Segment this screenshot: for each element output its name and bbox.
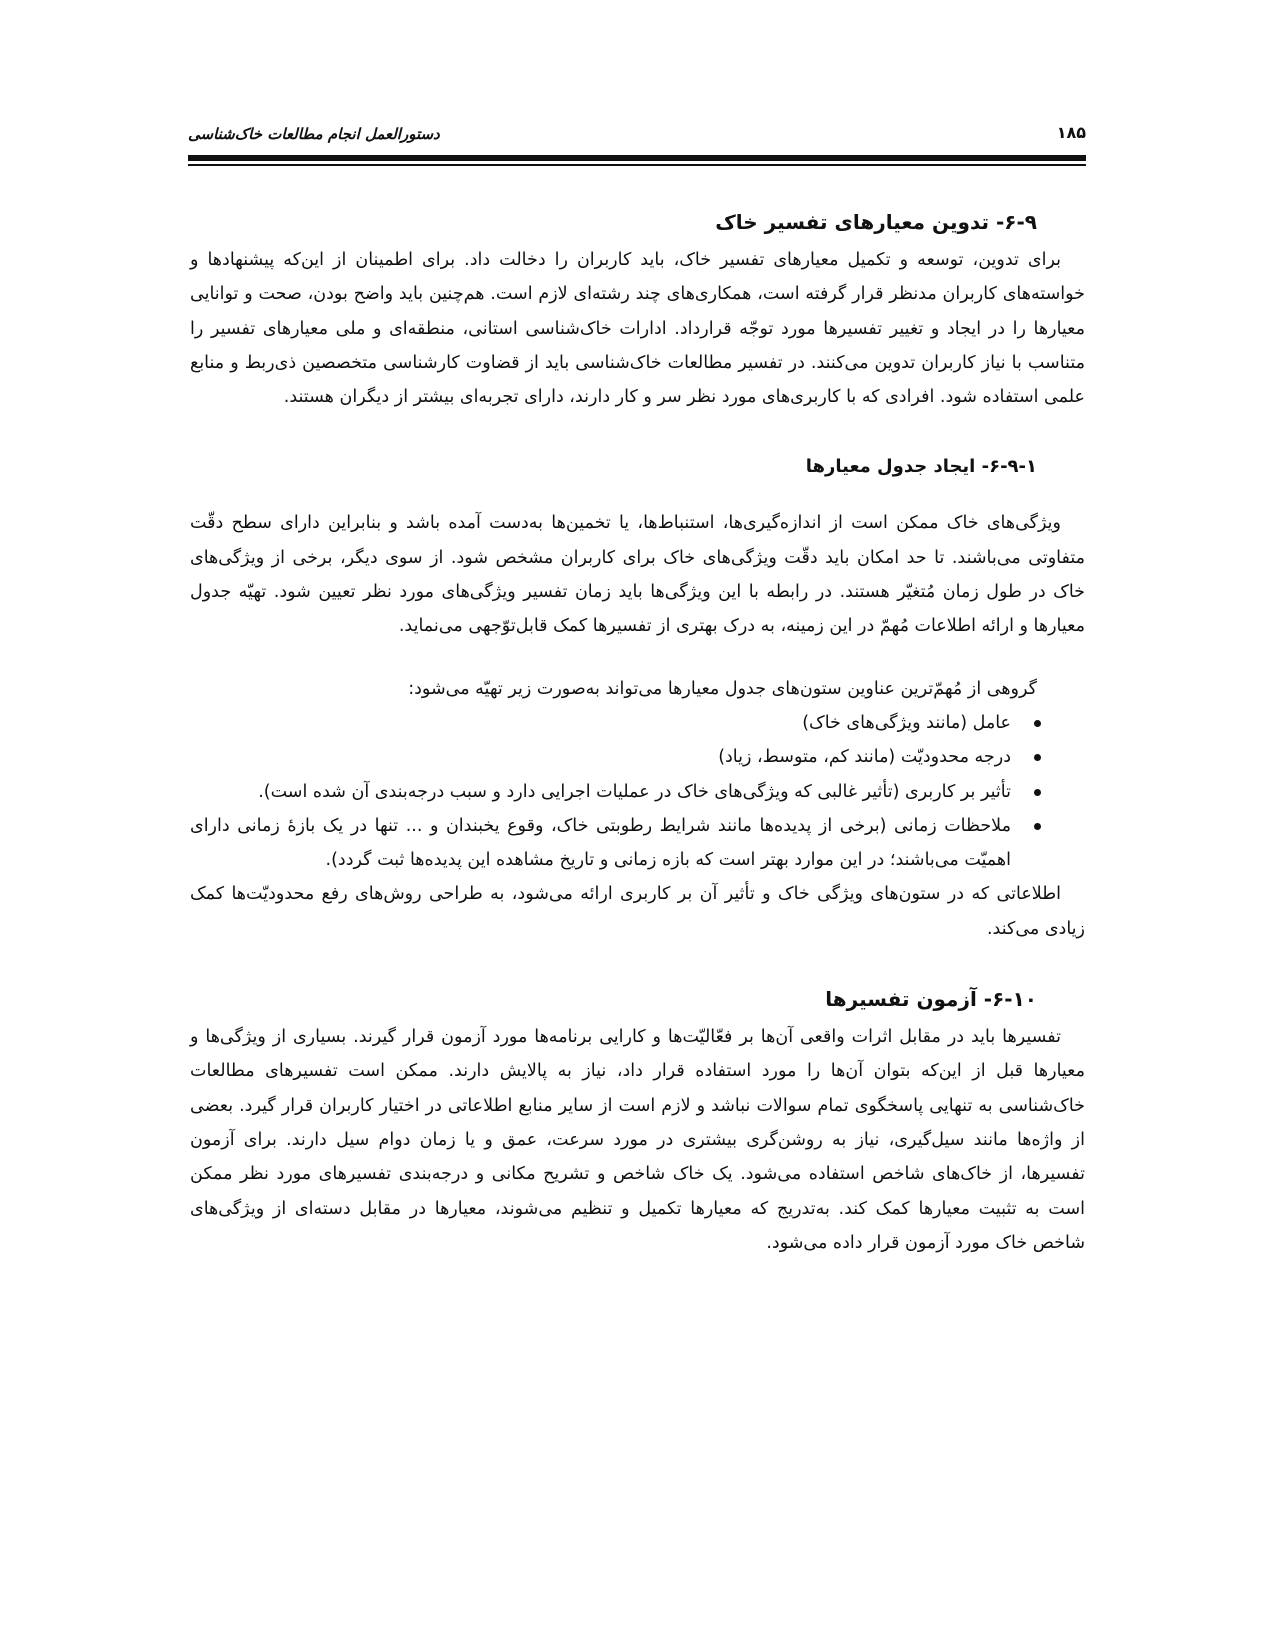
section-6-9-1-closing: اطلاعاتی که در ستون‌های ویژگی خاک و تأثیر آن بر کاربری ارائه می‌شود، به طراحی روش‌های رفع محدودیّت‌ها کمک زیادی می‌کند. <box>190 884 1085 939</box>
section-heading-6-10: ۶-۱۰- آزمون تفسیرها <box>825 987 1037 1012</box>
section-heading-6-9: ۶-۹- تدوین معیارهای تفسیر خاک <box>715 210 1037 234</box>
bullet-icon <box>1034 754 1041 761</box>
spacer <box>190 488 1085 506</box>
header-rule-thin <box>188 164 1086 166</box>
section-6-10-paragraph: تفسیرها باید در مقابل اثرات واقعی آن‌ها بر فعّالیّت‌ها و کارایی برنامه‌ها مورد آزمون قرار گیرند. بسیاری از ویژگی‌ها و معیارها قبل از این‌که بتوان آن‌ها را مورد استفاده قرار داد، نیاز به پالایش دارند. ممکن است تفسیرهای مطالعات خاک‌شناسی به تنهایی پاسخگوی تمام سوالات نباشد و لازم است از سایر منابع اطلاعاتی در اختیار کاربران قرار گیرد. بعضی از واژه‌ها مانند سیل‌گیری، نیاز به روشن‌گری بیشتری در مورد سرعت، عمق و یا زمان دوام سیل دارند. برای آزمون تفسیرها، از خاک‌های شاخص استفاده می‌شود. یک خاک شاخص و تشریح مکانی و درجه‌بندی تفسیرهای مورد نظر ممکن است به تثبیت معیارها کمک کند. به‌تدریج که معیارها تکمیل و تنظیم می‌شوند، معیارها در مقابل دسته‌ای از ویژگی‌های شاخص خاک مورد آزمون قرار داده می‌شود. <box>190 1027 1085 1253</box>
running-title: دستورالعمل انجام مطالعات خاک‌شناسی <box>188 125 440 143</box>
list-item-text: درجه محدودیّت (مانند کم، متوسط، زیاد) <box>718 747 1011 768</box>
spacer <box>190 644 1085 672</box>
list-item-text: عامل (مانند ویژگی‌های خاک) <box>802 712 1011 733</box>
header-rule-thick <box>188 155 1086 161</box>
section-6-9-1-paragraph: ویژگی‌های خاک ممکن است از اندازه‌گیری‌ها، استنباط‌ها، یا تخمین‌ها به‌دست آمده باشد و بنابراین دارای سطح دقّت متفاوتی می‌باشند. تا حد امکان باید دقّت ویژگی‌های خاک برای کاربران مشخص شود. از سوی دیگر، برخی از ویژگی‌های خاک در طول زمان مُتغیّر هستند. در رابطه با این ویژگی‌ها باید زمان تفسیر ویژگی‌های مورد نظر تعیین شود. تهیّه جدول معیارها و ارائه اطلاعات مُهمّ در این زمینه، به درک بهتری از تفسیرها کمک قابل‌توّجهی می‌نماید. <box>190 513 1085 637</box>
bullet-icon <box>1034 823 1041 830</box>
list-item <box>190 775 1011 809</box>
section-6-9-paragraph: برای تدوین، توسعه و تکمیل معیارهای تفسیر خاک، باید کاربران را دخالت داد. برای اطمینان از این‌که پیشنهادها و خواسته‌های کاربران مدنظر قرار گرفته است، همکاری‌های چند رشته‌ای لازم است. هم‌چنین باید واضح بودن، صحت و توانایی معیارها را در ایجاد و تغییر تفسیرها مورد توجّه قرارداد. ادارات خاک‌شناسی استانی، منطقه‌ای و ملی معیارهای تفسیر را متناسب با نیاز کاربران تدوین می‌کنند. در تفسیر مطالعات خاک‌شناسی باید از قضاوت کارشناسی متخصصین ذی‌ربط و منابع علمی استفاده شود. افرادی که با کاربری‌های مورد نظر سر و کار دارند، دارای تجربه‌ای بیشتر از دیگران هستند. <box>190 250 1085 408</box>
page-body <box>190 205 1085 1260</box>
list-item-text: تأثیر بر کاربری (تأثیر غالبی که ویژگی‌های خاک در عملیات اجرایی دارد و سبب درجه‌بندی آن شده است). <box>258 781 1011 802</box>
page-number: ۱۸۵ <box>1056 123 1086 142</box>
bullet-icon <box>1034 789 1041 796</box>
section-heading-6-9-1: ۶-۹-۱- ایجاد جدول معیارها <box>805 456 1037 478</box>
spacer <box>190 414 1085 450</box>
list-item-text: ملاحظات زمانی (برخی از پدیده‌ها مانند شرایط رطوبتی خاک، وقوع یخبندان و ... تنها در یک بازهٔ زمانی دارای اهمیّت می‌باشند؛ در این موارد بهتر است که بازه زمانی و تاریخ مشاهده این پدیده‌ها ثبت گردد). <box>190 815 1011 871</box>
list-item <box>190 809 1011 878</box>
bullet-icon <box>1034 720 1041 727</box>
criteria-column-list <box>190 706 1085 877</box>
spacer <box>190 946 1085 982</box>
list-item <box>190 706 1011 740</box>
running-header <box>188 123 1086 149</box>
list-item <box>190 740 1011 774</box>
list-intro: گروهی از مُهمّ‌ترین عناوین ستون‌های جدول معیارها می‌تواند به‌صورت زیر تهیّه می‌شود: <box>408 678 1037 699</box>
